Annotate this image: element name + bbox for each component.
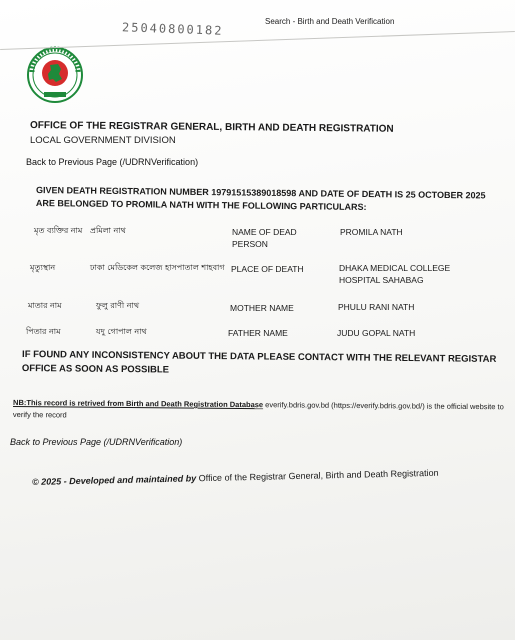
- government-seal-icon: [24, 46, 86, 104]
- bn-label-dead-person: মৃত ব্যক্তির নাম: [34, 226, 83, 235]
- nb-note: [13, 397, 513, 425]
- footer-rest: Office of the Registrar General, Birth and Death Registration: [198, 467, 439, 484]
- en-label-mother-name: MOTHER NAME: [230, 303, 294, 313]
- footer-lead: © 2025 - Developed and maintained by: [31, 473, 197, 487]
- bn-value-father-name: যদু গোপাল নাথ: [96, 327, 147, 336]
- given-statement: GIVEN DEATH REGISTRATION NUMBER 19791515389018598 AND DATE OF DEATH IS 25 OCTOBER 2025 ARE BELONGED TO PROMILA NATH WITH THE FOLLOWING PARTICULARS:: [35, 185, 486, 213]
- handwritten-number: 25040800182: [121, 20, 224, 38]
- footer: [32, 468, 439, 487]
- en-label-place-of-death: PLACE OF DEATH: [231, 264, 304, 274]
- division-title: LOCAL GOVERNMENT DIVISION: [30, 135, 176, 146]
- office-title: OFFICE OF THE REGISTRAR GENERAL, BIRTH AND DEATH REGISTRATION: [29, 120, 394, 135]
- bn-label-place-of-death: মৃত্যুস্থান: [30, 263, 56, 272]
- en-label-dead-person: NAME OF DEAD PERSON: [232, 227, 297, 249]
- bn-label-father-name: পিতার নাম: [26, 327, 61, 336]
- en-value-father-name: JUDU GOPAL NATH: [337, 328, 416, 338]
- en-value-place-of-death: DHAKA MEDICAL COLLEGE HOSPITAL SAHABAG: [339, 263, 451, 285]
- en-value-dead-person: PROMILA NATH: [340, 227, 403, 237]
- bn-label-mother-name: মাতার নাম: [28, 301, 62, 310]
- search-title: Search - Birth and Death Verification: [265, 17, 395, 26]
- fold-line: [0, 31, 515, 50]
- en-label-father-name: FATHER NAME: [228, 328, 288, 338]
- bn-value-place-of-death: ঢাকা মেডিকেল কলেজ হাসপাতাল শাহবাগ: [90, 263, 225, 272]
- inconsistency-note: IF FOUND ANY INCONSISTENCY ABOUT THE DATA PLEASE CONTACT WITH THE RELEVANT REGISTAR OFFICE AS SOON AS POSSIBLE: [21, 349, 497, 376]
- bn-value-mother-name: ফুলু রাণী নাথ: [96, 301, 140, 310]
- bn-value-dead-person: প্রমিলা নাথ: [90, 226, 126, 235]
- nb-text: everify.bdris.gov.bd (https://everify.bdris.gov.bd/) is the official website to verify the record: [12, 400, 504, 420]
- back-link-bottom[interactable]: Back to Previous Page (/UDRNVerification): [10, 437, 183, 447]
- nb-label: NB:This record is retrived from Birth and Death Registration Database: [13, 398, 264, 410]
- back-link-top[interactable]: Back to Previous Page (/UDRNVerification): [26, 157, 199, 167]
- en-value-mother-name: PHULU RANI NATH: [338, 302, 415, 312]
